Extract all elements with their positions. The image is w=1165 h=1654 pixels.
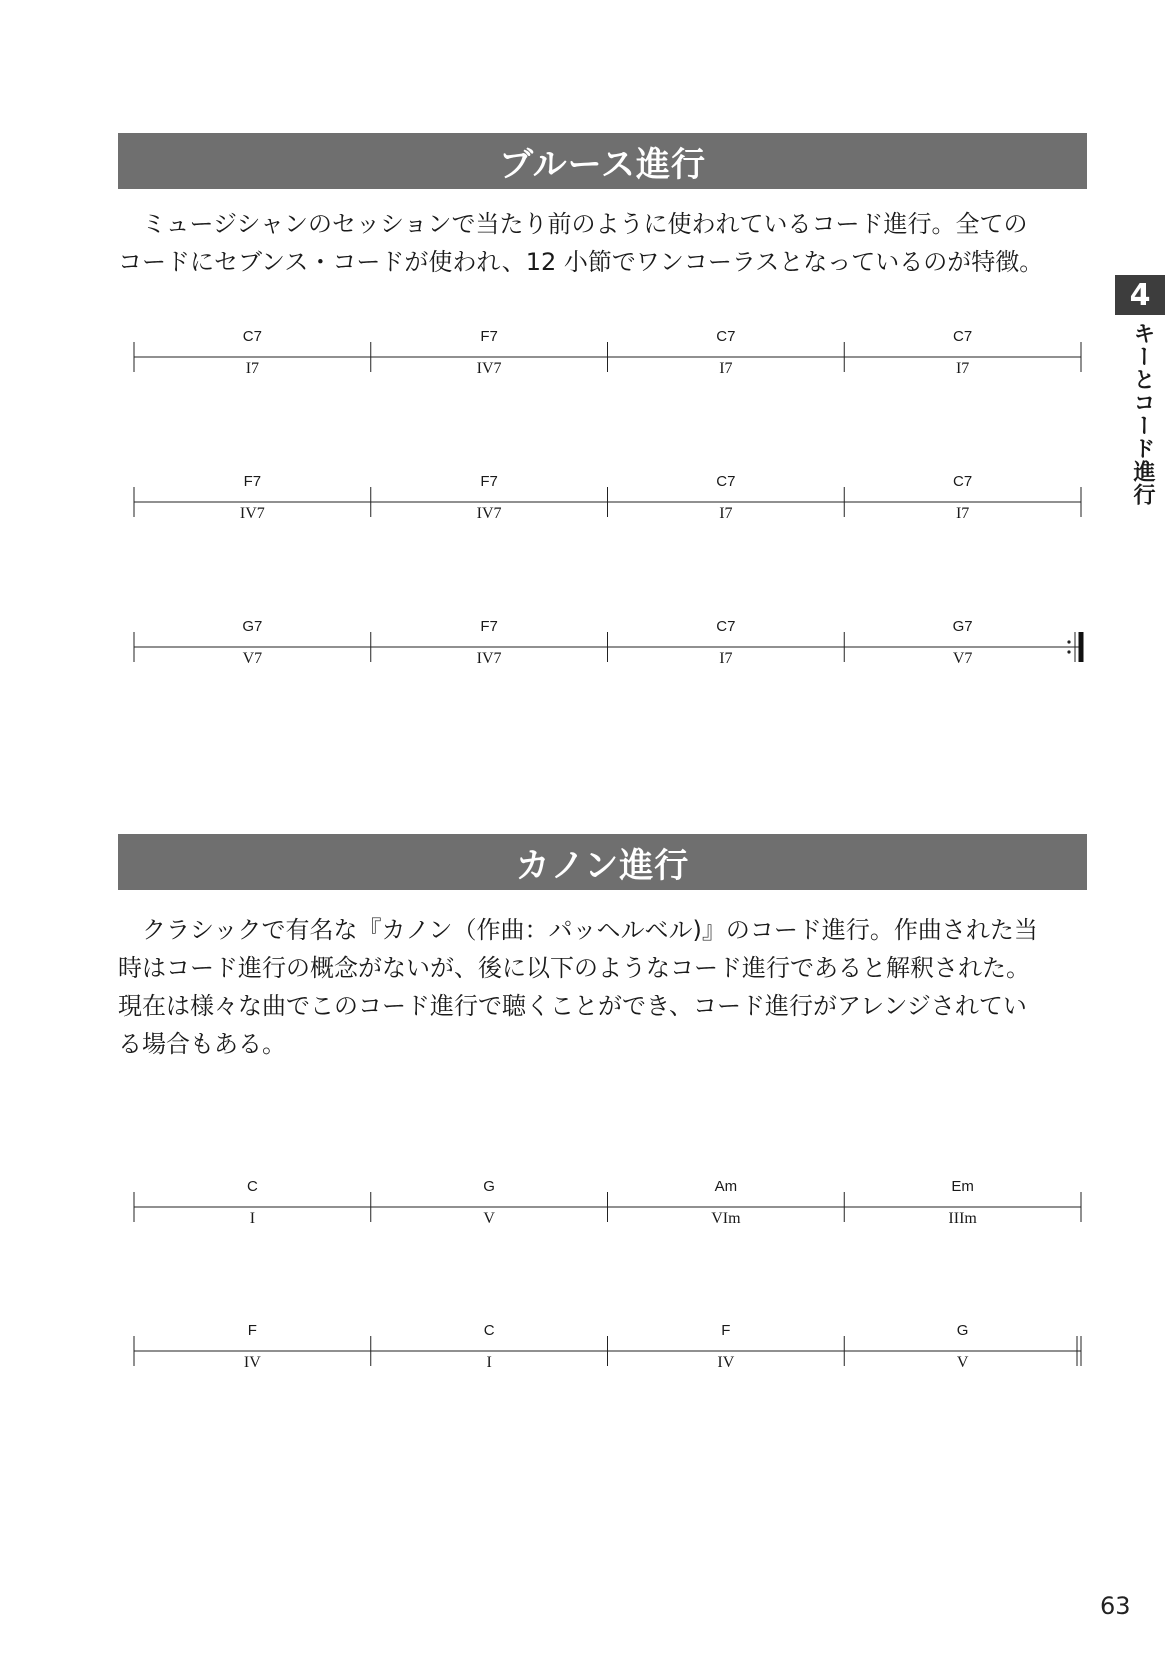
paragraph-line: コードにセブンス・コードが使われ、12 小節でワンコーラスとなっているのが特徴。 <box>118 248 1044 276</box>
chord-symbol: C7 <box>716 328 736 345</box>
chord-symbol: F7 <box>243 473 262 490</box>
paragraph-line: 現在は様々な曲でこのコード進行で聴くことができ、コード進行がアレンジされてい <box>118 992 1027 1020</box>
chord-symbol: F <box>721 1322 731 1339</box>
section-header-canon <box>118 834 1087 890</box>
chord-symbol: C <box>246 1178 258 1195</box>
chapter-number-tab <box>1115 275 1165 315</box>
chord-symbol: F7 <box>480 328 498 345</box>
roman-numeral: I7 <box>245 360 260 377</box>
roman-numeral: I7 <box>719 505 733 522</box>
repeat-dot <box>1067 650 1070 653</box>
roman-numeral: IV <box>243 1354 261 1371</box>
roman-numeral: IV7 <box>476 360 502 377</box>
chapter-number: 4 <box>1129 277 1151 313</box>
roman-numeral: IV7 <box>476 650 502 667</box>
chord-chart-row <box>118 618 1093 678</box>
chord-chart-row <box>118 1322 1093 1382</box>
chord-symbol: C7 <box>242 328 262 345</box>
section-header-blues <box>118 133 1087 189</box>
roman-numeral: VIm <box>711 1210 741 1227</box>
chord-symbol: F <box>247 1322 257 1339</box>
chord-symbol: C7 <box>953 473 973 490</box>
chord-symbol: G <box>483 1178 495 1195</box>
chord-symbol: Am <box>714 1178 738 1195</box>
chord-symbol: Em <box>951 1178 974 1195</box>
section-title: カノン進行 <box>515 845 690 886</box>
roman-numeral: I7 <box>955 360 970 377</box>
roman-numeral: I <box>486 1354 492 1371</box>
section-description-canon <box>118 911 1093 1063</box>
roman-numeral: IV <box>717 1354 735 1371</box>
chord-symbol: F7 <box>480 618 498 635</box>
roman-numeral: I7 <box>955 505 970 522</box>
paragraph-line: ミュージシャンのセッションで当たり前のように使われているコード進行。全ての <box>118 210 1028 238</box>
chord-symbol: G7 <box>242 618 263 635</box>
section-description-blues <box>118 205 1093 281</box>
roman-numeral: IV7 <box>239 505 265 522</box>
roman-numeral: V7 <box>242 650 263 667</box>
chord-symbol: F7 <box>480 473 498 490</box>
repeat-dot <box>1067 640 1070 643</box>
roman-numeral: V <box>956 1354 969 1371</box>
paragraph-line: る場合もある。 <box>118 1030 286 1058</box>
chord-symbol: C7 <box>716 473 736 490</box>
chord-chart-row <box>118 1178 1093 1238</box>
page-number: 63 <box>1100 1592 1131 1620</box>
paragraph-line: クラシックで有名な『カノン（作曲：パッヘルベル)』のコード進行。作曲された当 <box>118 916 1038 944</box>
roman-numeral: V7 <box>952 650 973 667</box>
roman-numeral: V <box>483 1210 495 1227</box>
paragraph-line: 時はコード進行の概念がないが、後に以下のようなコード進行であると解釈された。 <box>118 954 1030 982</box>
roman-numeral: I <box>249 1210 256 1227</box>
chord-symbol: G <box>956 1322 969 1339</box>
chord-symbol: G7 <box>952 618 973 635</box>
chord-chart-row <box>118 328 1093 388</box>
roman-numeral: IV7 <box>476 505 502 522</box>
section-title: ブルース進行 <box>499 144 706 185</box>
chord-chart-row <box>118 473 1093 533</box>
roman-numeral: I7 <box>719 360 733 377</box>
chord-symbol: C7 <box>953 328 973 345</box>
chord-symbol: C7 <box>716 618 736 635</box>
roman-numeral: IIIm <box>948 1210 977 1227</box>
chord-symbol: C <box>483 1322 495 1339</box>
chapter-title: キーとコード進行 <box>1130 322 1155 506</box>
roman-numeral: I7 <box>719 650 733 667</box>
